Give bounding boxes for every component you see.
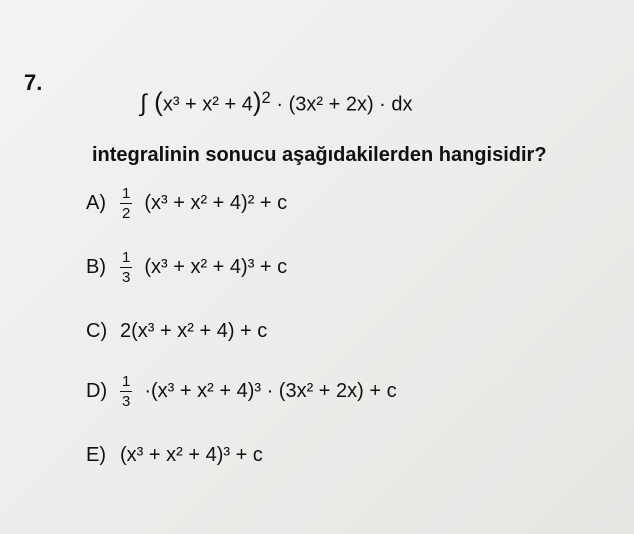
option-expression: (x³ + x² + 4)³ + c [144,256,288,278]
option-expression: 2(x³ + x² + 4) + c [120,320,268,342]
multiply-dot: · [276,93,284,116]
fraction-denominator: 3 [122,393,131,410]
integral-sign: ∫ [140,89,147,117]
option-b[interactable] [86,250,287,285]
fraction-numerator: 1 [122,373,131,390]
option-fraction [120,250,132,285]
option-letter: A) [86,192,106,214]
integral-expression [140,88,413,118]
option-expression: (x³ + x² + 4)² + c [144,192,288,214]
close-paren: ) [252,86,262,117]
option-a[interactable] [86,186,287,221]
option-expression: ·(x³ + x² + 4)³ · (3x² + 2x) + c [144,380,397,402]
option-c[interactable] [86,320,267,343]
integral-differential: dx [391,93,413,116]
question-number: 7. [24,70,43,95]
integral-base: x³ + x² + 4 [162,93,253,116]
fraction-numerator: 1 [122,185,131,202]
option-letter: B) [86,256,106,278]
question-text: integralinin sonucu aşağıdakilerden hangisidir? [92,144,547,166]
option-letter: C) [86,320,108,342]
fraction-denominator: 3 [122,269,131,286]
integral-factor: (3x² + 2x) [288,93,374,116]
option-letter: E) [86,444,106,466]
multiply-dot-2: · [379,93,386,116]
fraction-numerator: 1 [122,249,131,266]
option-d[interactable] [86,374,397,409]
integral-power: 2 [261,88,271,107]
fraction-denominator: 2 [122,205,131,222]
option-fraction [120,374,132,409]
option-expression: (x³ + x² + 4)³ + c [120,444,263,466]
option-fraction [120,186,132,221]
option-e[interactable] [86,444,263,467]
open-paren: ( [154,86,163,117]
option-letter: D) [86,380,108,402]
